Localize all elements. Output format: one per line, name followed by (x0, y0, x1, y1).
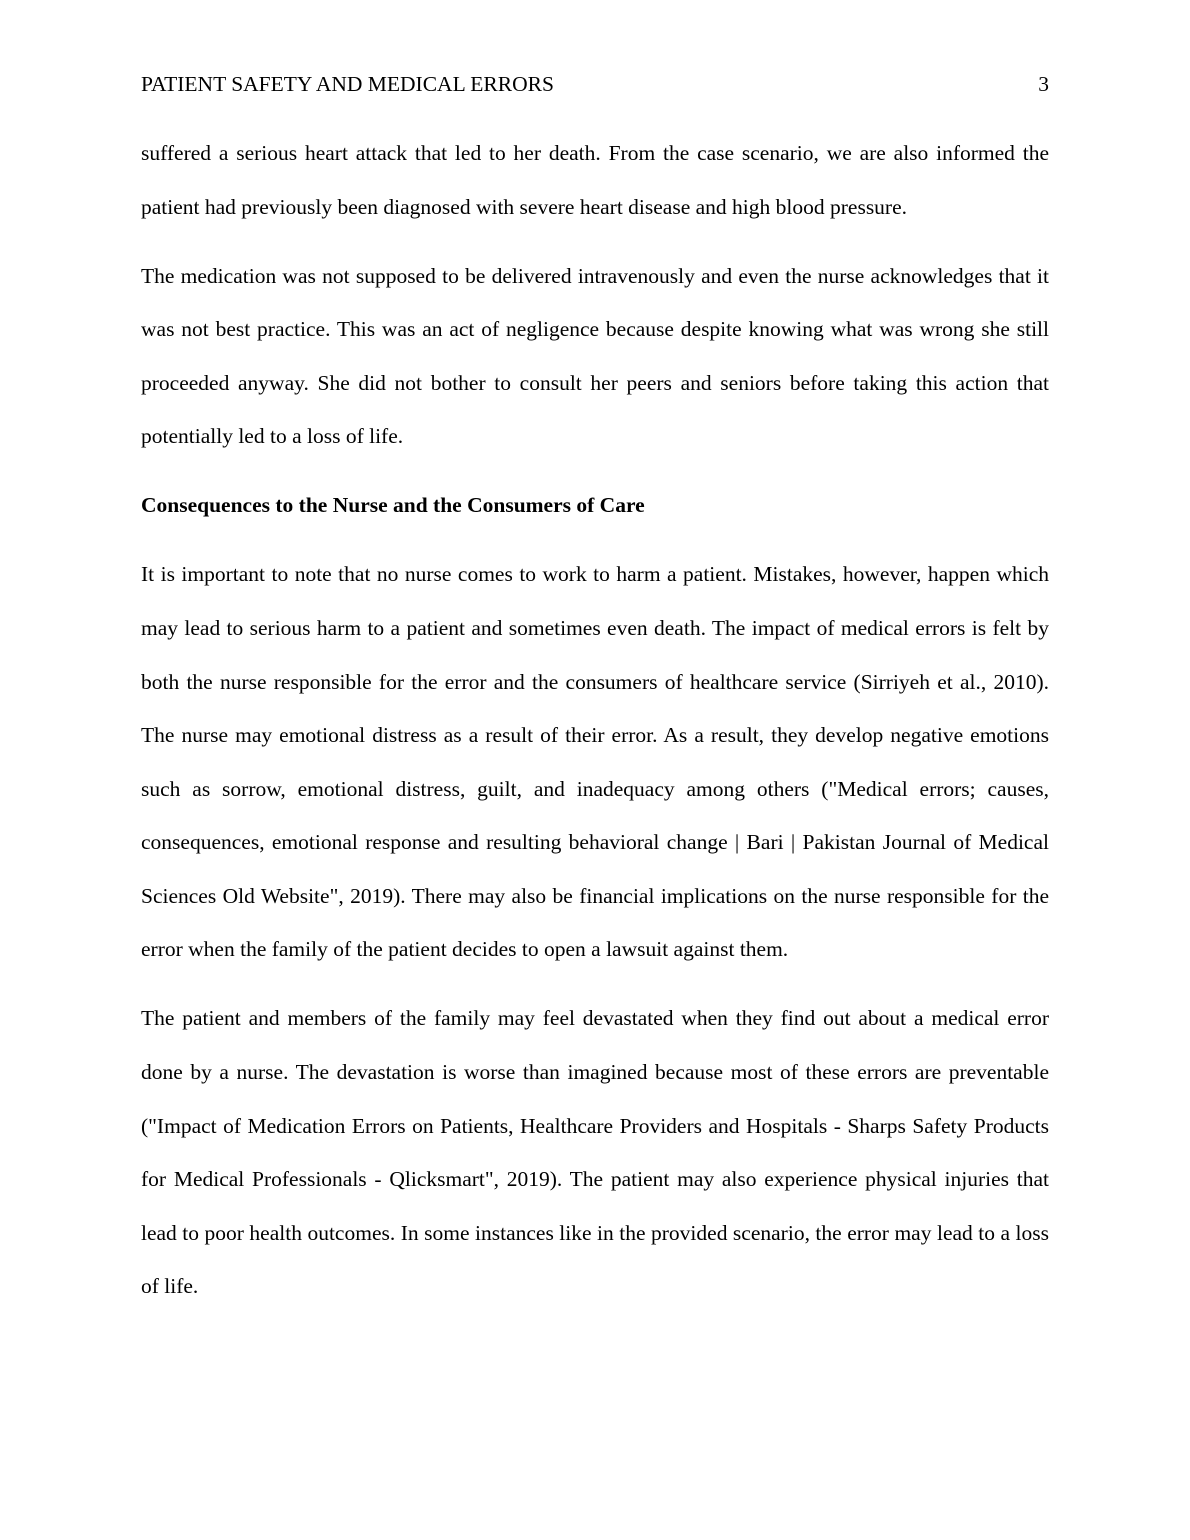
page-number: 3 (1038, 72, 1049, 96)
running-head: PATIENT SAFETY AND MEDICAL ERRORS (141, 72, 554, 96)
paragraph-impact-on-patient-family: The patient and members of the family may feel devastated when they find out about a medical error done by a nurse. The devastation is worse than imagined because most of these errors are preventable ("Impact of Medication Errors on Patients, Healthcare Providers and Hospitals - Sharps Safety Products for Medical Professionals - Qlicksmart", 2019). The patient may also experience physical injuries that lead to poor health outcomes. In some instances like in the provided scenario, the error may lead to a loss of life. (141, 1006, 1049, 1299)
section-heading-consequences: Consequences to the Nurse and the Consumers of Care (141, 493, 645, 518)
paragraph-case-scenario-continuation: suffered a serious heart attack that led to her death. From the case scenario, we are also informed the patient had previously been diagnosed with severe heart disease and high blood pressure. (141, 141, 1049, 219)
document-body (141, 127, 1049, 1329)
paragraph-negligence: The medication was not supposed to be delivered intravenously and even the nurse acknowledges that it was not best practice. This was an act of negligence because despite knowing what was wrong she still proceeded anyway. She did not bother to consult her peers and seniors before taking this action that potentially led to a loss of life. (141, 263, 1049, 449)
paragraph-impact-on-nurse: It is important to note that no nurse comes to work to harm a patient. Mistakes, however, happen which may lead to serious harm to a patient and sometimes even death. The impact of medical errors is felt by both the nurse responsible for the error and the consumers of healthcare service (Sirriyeh et al., 2010). The nurse may emotional distress as a result of their error. As a result, they develop negative emotions such as sorrow, emotional distress, guilt, and inadequacy among others ("Medical errors; causes, consequences, emotional response and resulting behavioral change | Bari | Pakistan Journal of Medical Sciences Old Website", 2019). There may also be financial implications on the nurse responsible for the error when the family of the patient decides to open a lawsuit against them. (141, 562, 1049, 962)
